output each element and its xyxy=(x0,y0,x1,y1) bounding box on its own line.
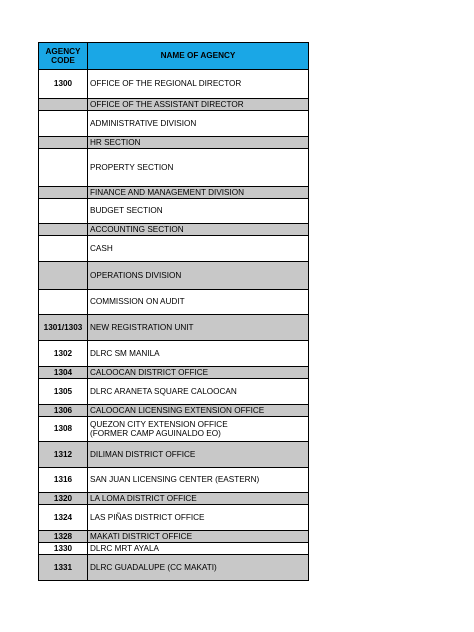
agency-name-cell: SAN JUAN LICENSING CENTER (EASTERN) xyxy=(88,468,309,492)
table-row xyxy=(39,187,309,199)
agency-name-cell: CASH xyxy=(88,236,309,261)
header-agency-name: NAME OF AGENCY xyxy=(88,43,309,69)
header-agency-code: AGENCY CODE xyxy=(39,43,88,69)
agency-code-cell: 1304 xyxy=(39,367,88,378)
agency-code-cell: 1320 xyxy=(39,493,88,504)
table-row xyxy=(39,555,309,581)
agency-code-cell: 1330 xyxy=(39,543,88,554)
agency-name-cell: CALOOCAN LICENSING EXTENSION OFFICE xyxy=(88,405,309,416)
agency-code-cell: 1316 xyxy=(39,468,88,492)
agency-name-cell: DLRC ARANETA SQUARE CALOOCAN xyxy=(88,379,309,404)
table-row xyxy=(39,70,309,99)
table-row xyxy=(39,505,309,531)
table-row xyxy=(39,341,309,367)
table-row xyxy=(39,442,309,468)
agency-code-cell xyxy=(39,290,88,314)
agency-name-cell: CALOOCAN DISTRICT OFFICE xyxy=(88,367,309,378)
agency-name-cell: COMMISSION ON AUDIT xyxy=(88,290,309,314)
agency-code-cell xyxy=(39,224,88,235)
agency-code-cell xyxy=(39,99,88,110)
table-row xyxy=(39,367,309,379)
agency-name-cell: HR SECTION xyxy=(88,137,309,148)
table-row xyxy=(39,315,309,341)
agency-code-cell xyxy=(39,187,88,198)
agency-name-cell: DLRC GUADALUPE (CC MAKATI) xyxy=(88,555,309,580)
table-row xyxy=(39,262,309,290)
agency-name-cell: ACCOUNTING SECTION xyxy=(88,224,309,235)
table-row xyxy=(39,405,309,417)
agency-name-cell: OPERATIONS DIVISION xyxy=(88,262,309,289)
agency-name-cell: OFFICE OF THE REGIONAL DIRECTOR xyxy=(88,70,309,98)
table-row xyxy=(39,493,309,505)
table-row xyxy=(39,99,309,111)
agency-name-cell: FINANCE AND MANAGEMENT DIVISION xyxy=(88,187,309,198)
agency-code-cell: 1328 xyxy=(39,531,88,542)
table-row xyxy=(39,111,309,137)
agency-name-cell: LAS PIÑAS DISTRICT OFFICE xyxy=(88,505,309,530)
table-body xyxy=(39,70,309,581)
agency-name-cell: NEW REGISTRATION UNIT xyxy=(88,315,309,340)
agency-code-cell: 1300 xyxy=(39,70,88,98)
table-row xyxy=(39,417,309,442)
table-row xyxy=(39,379,309,405)
table-header-row xyxy=(39,43,309,70)
agency-code-cell: 1306 xyxy=(39,405,88,416)
agency-name-cell: DLRC SM MANILA xyxy=(88,341,309,366)
table-row xyxy=(39,236,309,262)
agency-code-cell: 1312 xyxy=(39,442,88,467)
agency-name-cell: ADMINISTRATIVE DIVISION xyxy=(88,111,309,136)
agency-code-cell: 1301/1303 xyxy=(39,315,88,340)
agency-code-cell xyxy=(39,236,88,261)
table-row xyxy=(39,199,309,224)
table-row xyxy=(39,137,309,149)
agency-code-cell: 1302 xyxy=(39,341,88,366)
agency-name-cell: QUEZON CITY EXTENSION OFFICE (FORMER CAMP AGUINALDO EO) xyxy=(88,417,309,441)
table-row xyxy=(39,531,309,543)
table-row xyxy=(39,543,309,555)
agency-table xyxy=(38,42,309,581)
agency-code-cell xyxy=(39,149,88,186)
table-row xyxy=(39,290,309,315)
agency-code-cell: 1305 xyxy=(39,379,88,404)
agency-name-cell: OFFICE OF THE ASSISTANT DIRECTOR xyxy=(88,99,309,110)
table-row xyxy=(39,468,309,493)
agency-name-cell: DLRC MRT AYALA xyxy=(88,543,309,554)
agency-name-cell: DILIMAN DISTRICT OFFICE xyxy=(88,442,309,467)
agency-name-cell: BUDGET SECTION xyxy=(88,199,309,223)
agency-code-cell xyxy=(39,199,88,223)
table-row xyxy=(39,149,309,187)
agency-name-cell: PROPERTY SECTION xyxy=(88,149,309,186)
agency-code-cell: 1331 xyxy=(39,555,88,580)
agency-code-cell: 1324 xyxy=(39,505,88,530)
agency-code-cell xyxy=(39,262,88,289)
agency-code-cell xyxy=(39,111,88,136)
agency-name-cell: LA LOMA DISTRICT OFFICE xyxy=(88,493,309,504)
agency-name-cell: MAKATI DISTRICT OFFICE xyxy=(88,531,309,542)
table-row xyxy=(39,224,309,236)
agency-code-cell xyxy=(39,137,88,148)
agency-code-cell: 1308 xyxy=(39,417,88,441)
